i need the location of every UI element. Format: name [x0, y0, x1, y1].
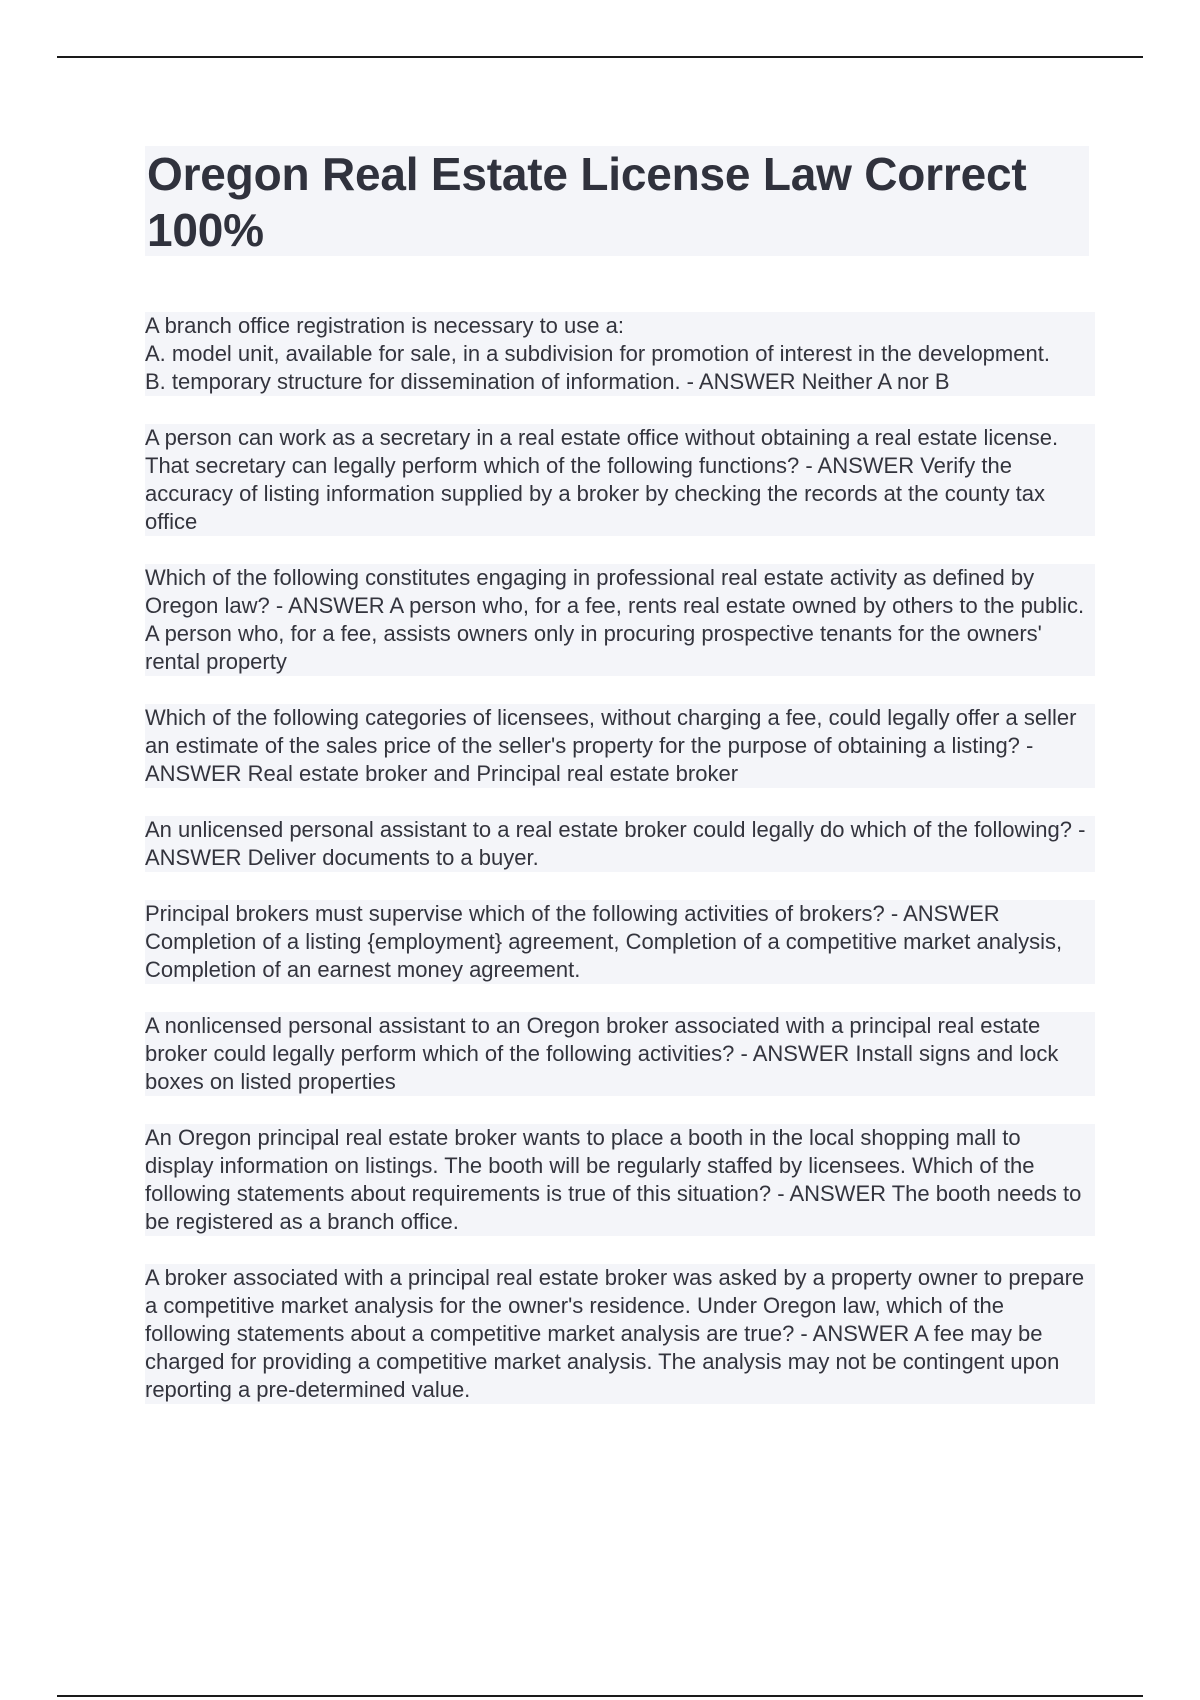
- qa-entry: [145, 900, 1095, 984]
- qa-line: B. temporary structure for dissemination of information. - ANSWER Neither A nor B: [145, 368, 1095, 396]
- qa-line: Which of the following categories of licensees, without charging a fee, could legally offer a seller an estimate of the sales price of the seller's property for the purpose of obtaining a listing? - ANSWER Real estate broker and Principal real estate broker: [145, 704, 1095, 788]
- qa-entry: [145, 312, 1095, 396]
- qa-line: Which of the following constitutes engaging in professional real estate activity as defined by Oregon law? - ANSWER A person who, for a fee, rents real estate owned by others to the public. A person who, for a fee, assists owners only in procuring prospective tenants for the owners' rental property: [145, 564, 1095, 676]
- qa-line: A person can work as a secretary in a real estate office without obtaining a real estate license. That secretary can legally perform which of the following functions? - ANSWER Verify the accuracy of listing information supplied by a broker by checking the records at the county tax office: [145, 424, 1095, 536]
- qa-entry: [145, 1012, 1095, 1096]
- qa-entry: [145, 1264, 1095, 1404]
- qa-entry: [145, 564, 1095, 676]
- qa-line: A nonlicensed personal assistant to an Oregon broker associated with a principal real estate broker could legally perform which of the following activities? - ANSWER Install signs and lock boxes on listed properties: [145, 1012, 1095, 1096]
- footer-rule: [57, 1695, 1143, 1697]
- qa-line: A broker associated with a principal real estate broker was asked by a property owner to prepare a competitive market analysis for the owner's residence. Under Oregon law, which of the following statements about a competitive market analysis are true? - ANSWER A fee may be charged for providing a competitive market analysis. The analysis may not be contingent upon reporting a pre-determined value.: [145, 1264, 1095, 1404]
- qa-entry: [145, 816, 1095, 872]
- header-rule: [57, 56, 1143, 58]
- page-title: Oregon Real Estate License Law Correct 100%: [147, 148, 1027, 256]
- qa-entry: [145, 704, 1095, 788]
- qa-line: An Oregon principal real estate broker wants to place a booth in the local shopping mall to display information on listings. The booth will be regularly staffed by licensees. Which of the following statements about requirements is true of this situation? - ANSWER The booth needs to be registered as a branch office.: [145, 1124, 1095, 1236]
- qa-line: A. model unit, available for sale, in a subdivision for promotion of interest in the development.: [145, 340, 1095, 368]
- qa-line: Principal brokers must supervise which of the following activities of brokers? - ANSWER Completion of a listing {employment} agreement, Completion of a competitive market analysis, Completion of an earnest money agreement.: [145, 900, 1095, 984]
- title-block: [145, 146, 1089, 256]
- qa-entry: [145, 424, 1095, 536]
- qa-line: An unlicensed personal assistant to a real estate broker could legally do which of the following? - ANSWER Deliver documents to a buyer.: [145, 816, 1095, 872]
- qa-line: A branch office registration is necessary to use a:: [145, 312, 1095, 340]
- qa-list: [145, 312, 1095, 1432]
- qa-entry: [145, 1124, 1095, 1236]
